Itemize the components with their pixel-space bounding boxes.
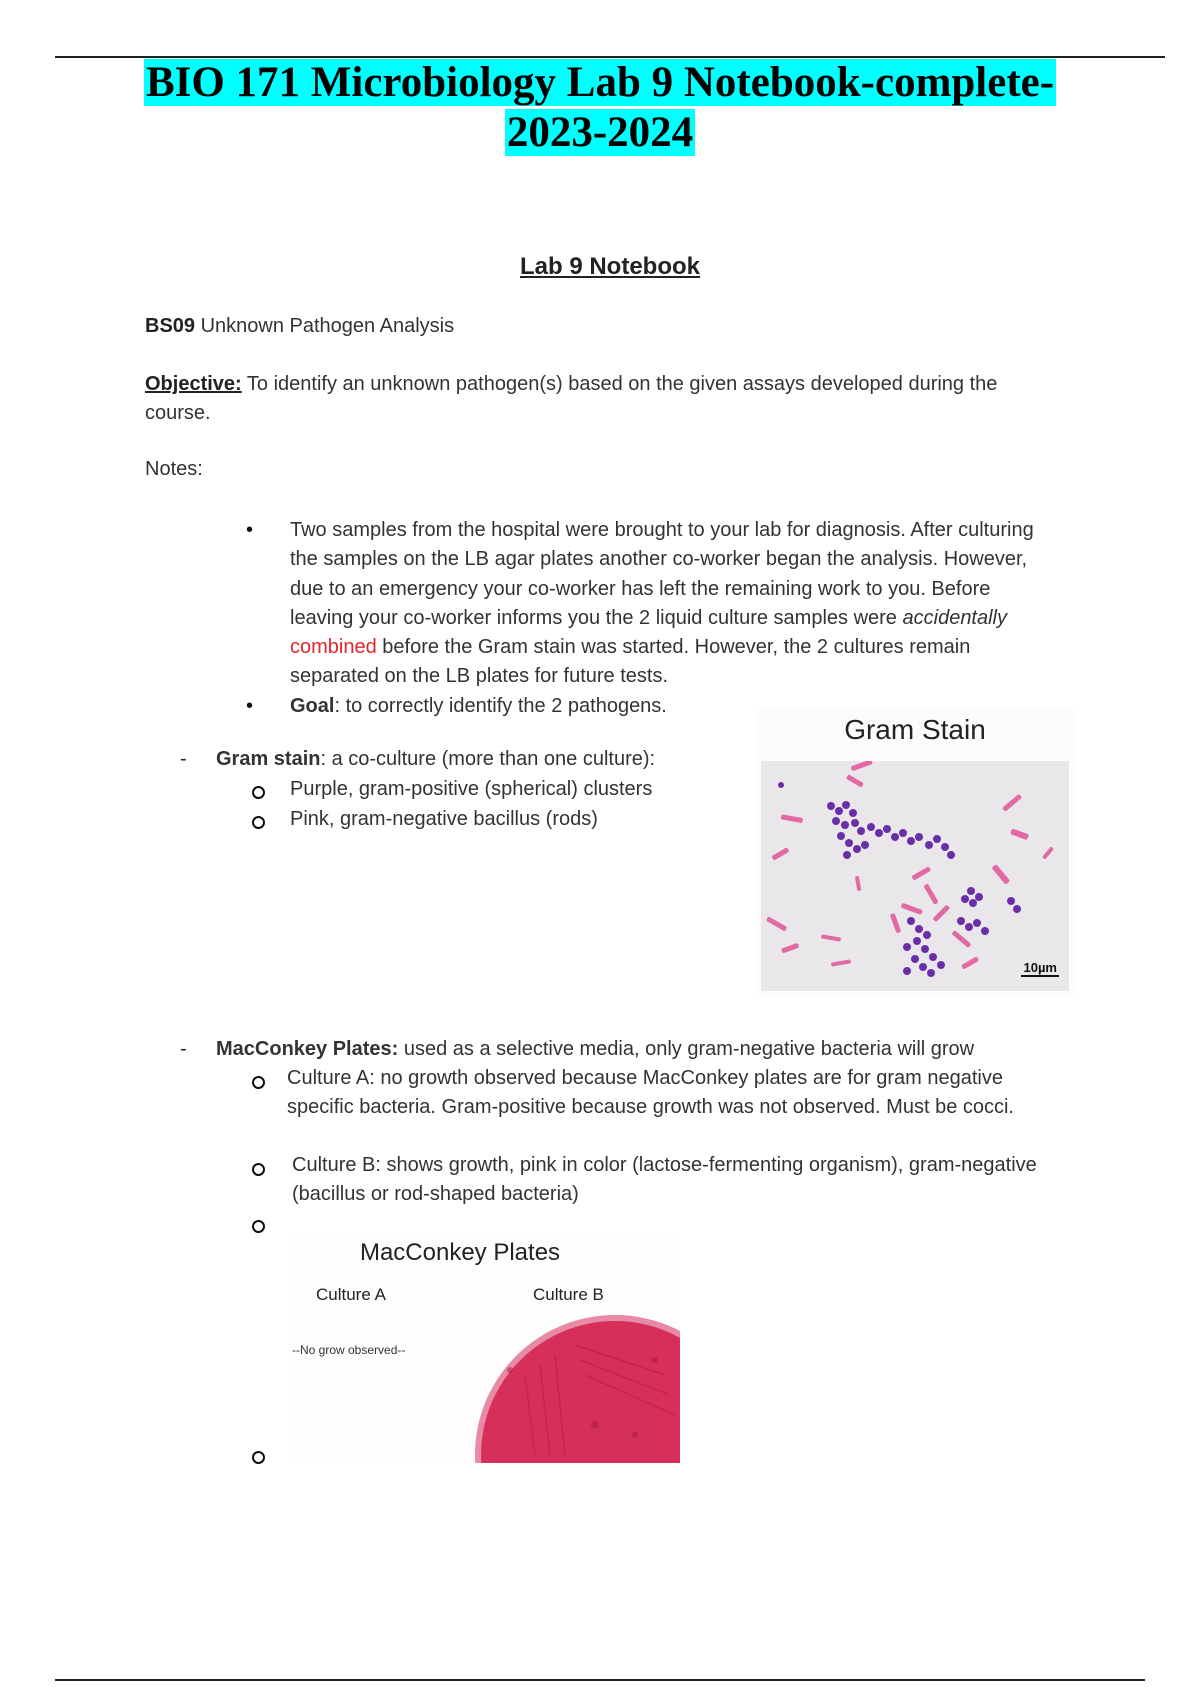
macconkey-label: MacConkey Plates: (216, 1038, 399, 1060)
culture-b-label: Culture B (533, 1285, 604, 1304)
notes-bullet-list (246, 516, 1056, 721)
subtitle-code: BS09 (145, 315, 196, 337)
gram-stain-line: Gram stain: a co-culture (more than one culture): (216, 748, 656, 770)
dash-bullet-icon: - (180, 748, 187, 770)
document-title (0, 58, 1200, 158)
petri-plate-illustration (465, 1315, 680, 1463)
objective-text: To identify an unknown pathogen(s) based on the given assays developed during the (241, 373, 998, 395)
circle-bullet-icon (252, 816, 265, 829)
dash-bullet-icon: - (180, 1038, 187, 1060)
circle-bullet-icon (252, 1076, 265, 1089)
notes-bullet-item: • Two samples from the hospital were brought to your lab for diagnosis. After culturing the samples on the LB agar plates another co-worker began the analysis. However, due to an emergency your co-worker has left the remaining work to you. Before leaving your co-worker informs you the 2 liquid culture samples were accidentally combined before the Gram stain was started. However, the 2 cultures remain separated on the LB plates for future tests. (246, 516, 1056, 692)
subtitle-text: Unknown Pathogen Analysis (195, 315, 455, 337)
micrograph-illustration (761, 761, 1069, 991)
macconkey-line: MacConkey Plates: used as a selective media, only gram-negative bacteria will grow (216, 1038, 975, 1060)
bottom-rule (55, 1679, 1145, 1681)
objective: Objective: To identify an unknown pathogen(s) based on the given assays developed during the course. (145, 373, 998, 424)
notes-label: Notes: (145, 458, 203, 480)
bullet-icon: • (246, 694, 254, 717)
scale-bar: 10µm (1023, 960, 1057, 975)
gram-stain-item: Purple, gram-positive (spherical) clusters (290, 778, 653, 800)
circle-bullet-icon (252, 1220, 265, 1233)
notes-bullet-item: • Goal: to correctly identify the 2 pathogens. (246, 692, 1056, 721)
bullet-icon: • (246, 519, 254, 541)
culture-a-label: Culture A (316, 1285, 386, 1304)
gram-stain-caption: Gram Stain (844, 714, 986, 745)
macconkey-caption: MacConkey Plates (359, 1239, 561, 1266)
objective-label: Objective: (145, 373, 242, 395)
culture-a-note: --No grow observed-- (292, 1343, 406, 1357)
culture-b-plate-image (465, 1315, 680, 1463)
title-line-2: 2023-2024 (506, 109, 694, 156)
circle-bullet-icon (252, 1163, 265, 1176)
micrograph-image (761, 761, 1069, 991)
circle-bullet-icon (252, 786, 265, 799)
macconkey-item: Culture B: shows growth, pink in color (lactose-fermenting organism), gram-negative (bacillus or rod-shaped bacteria) (292, 1154, 1037, 1205)
gram-stain-item: Pink, gram-negative bacillus (rods) (290, 808, 598, 830)
subtitle (145, 312, 454, 341)
gram-stain-figure (755, 710, 1075, 995)
circle-bullet-icon (252, 1451, 265, 1464)
title-line-1: BIO 171 Microbiology Lab 9 Notebook-complete- (145, 59, 1055, 106)
section-heading: Lab 9 Notebook (519, 253, 700, 280)
macconkey-figure (290, 1233, 680, 1463)
macconkey-item: Culture A: no growth observed because MacConkey plates are for gram negative specific bacteria. Gram-positive because growth was not observed. Must be cocci. (287, 1067, 1014, 1118)
gram-stain-label: Gram stain (216, 748, 321, 770)
emphasis-red: combined (290, 636, 377, 659)
